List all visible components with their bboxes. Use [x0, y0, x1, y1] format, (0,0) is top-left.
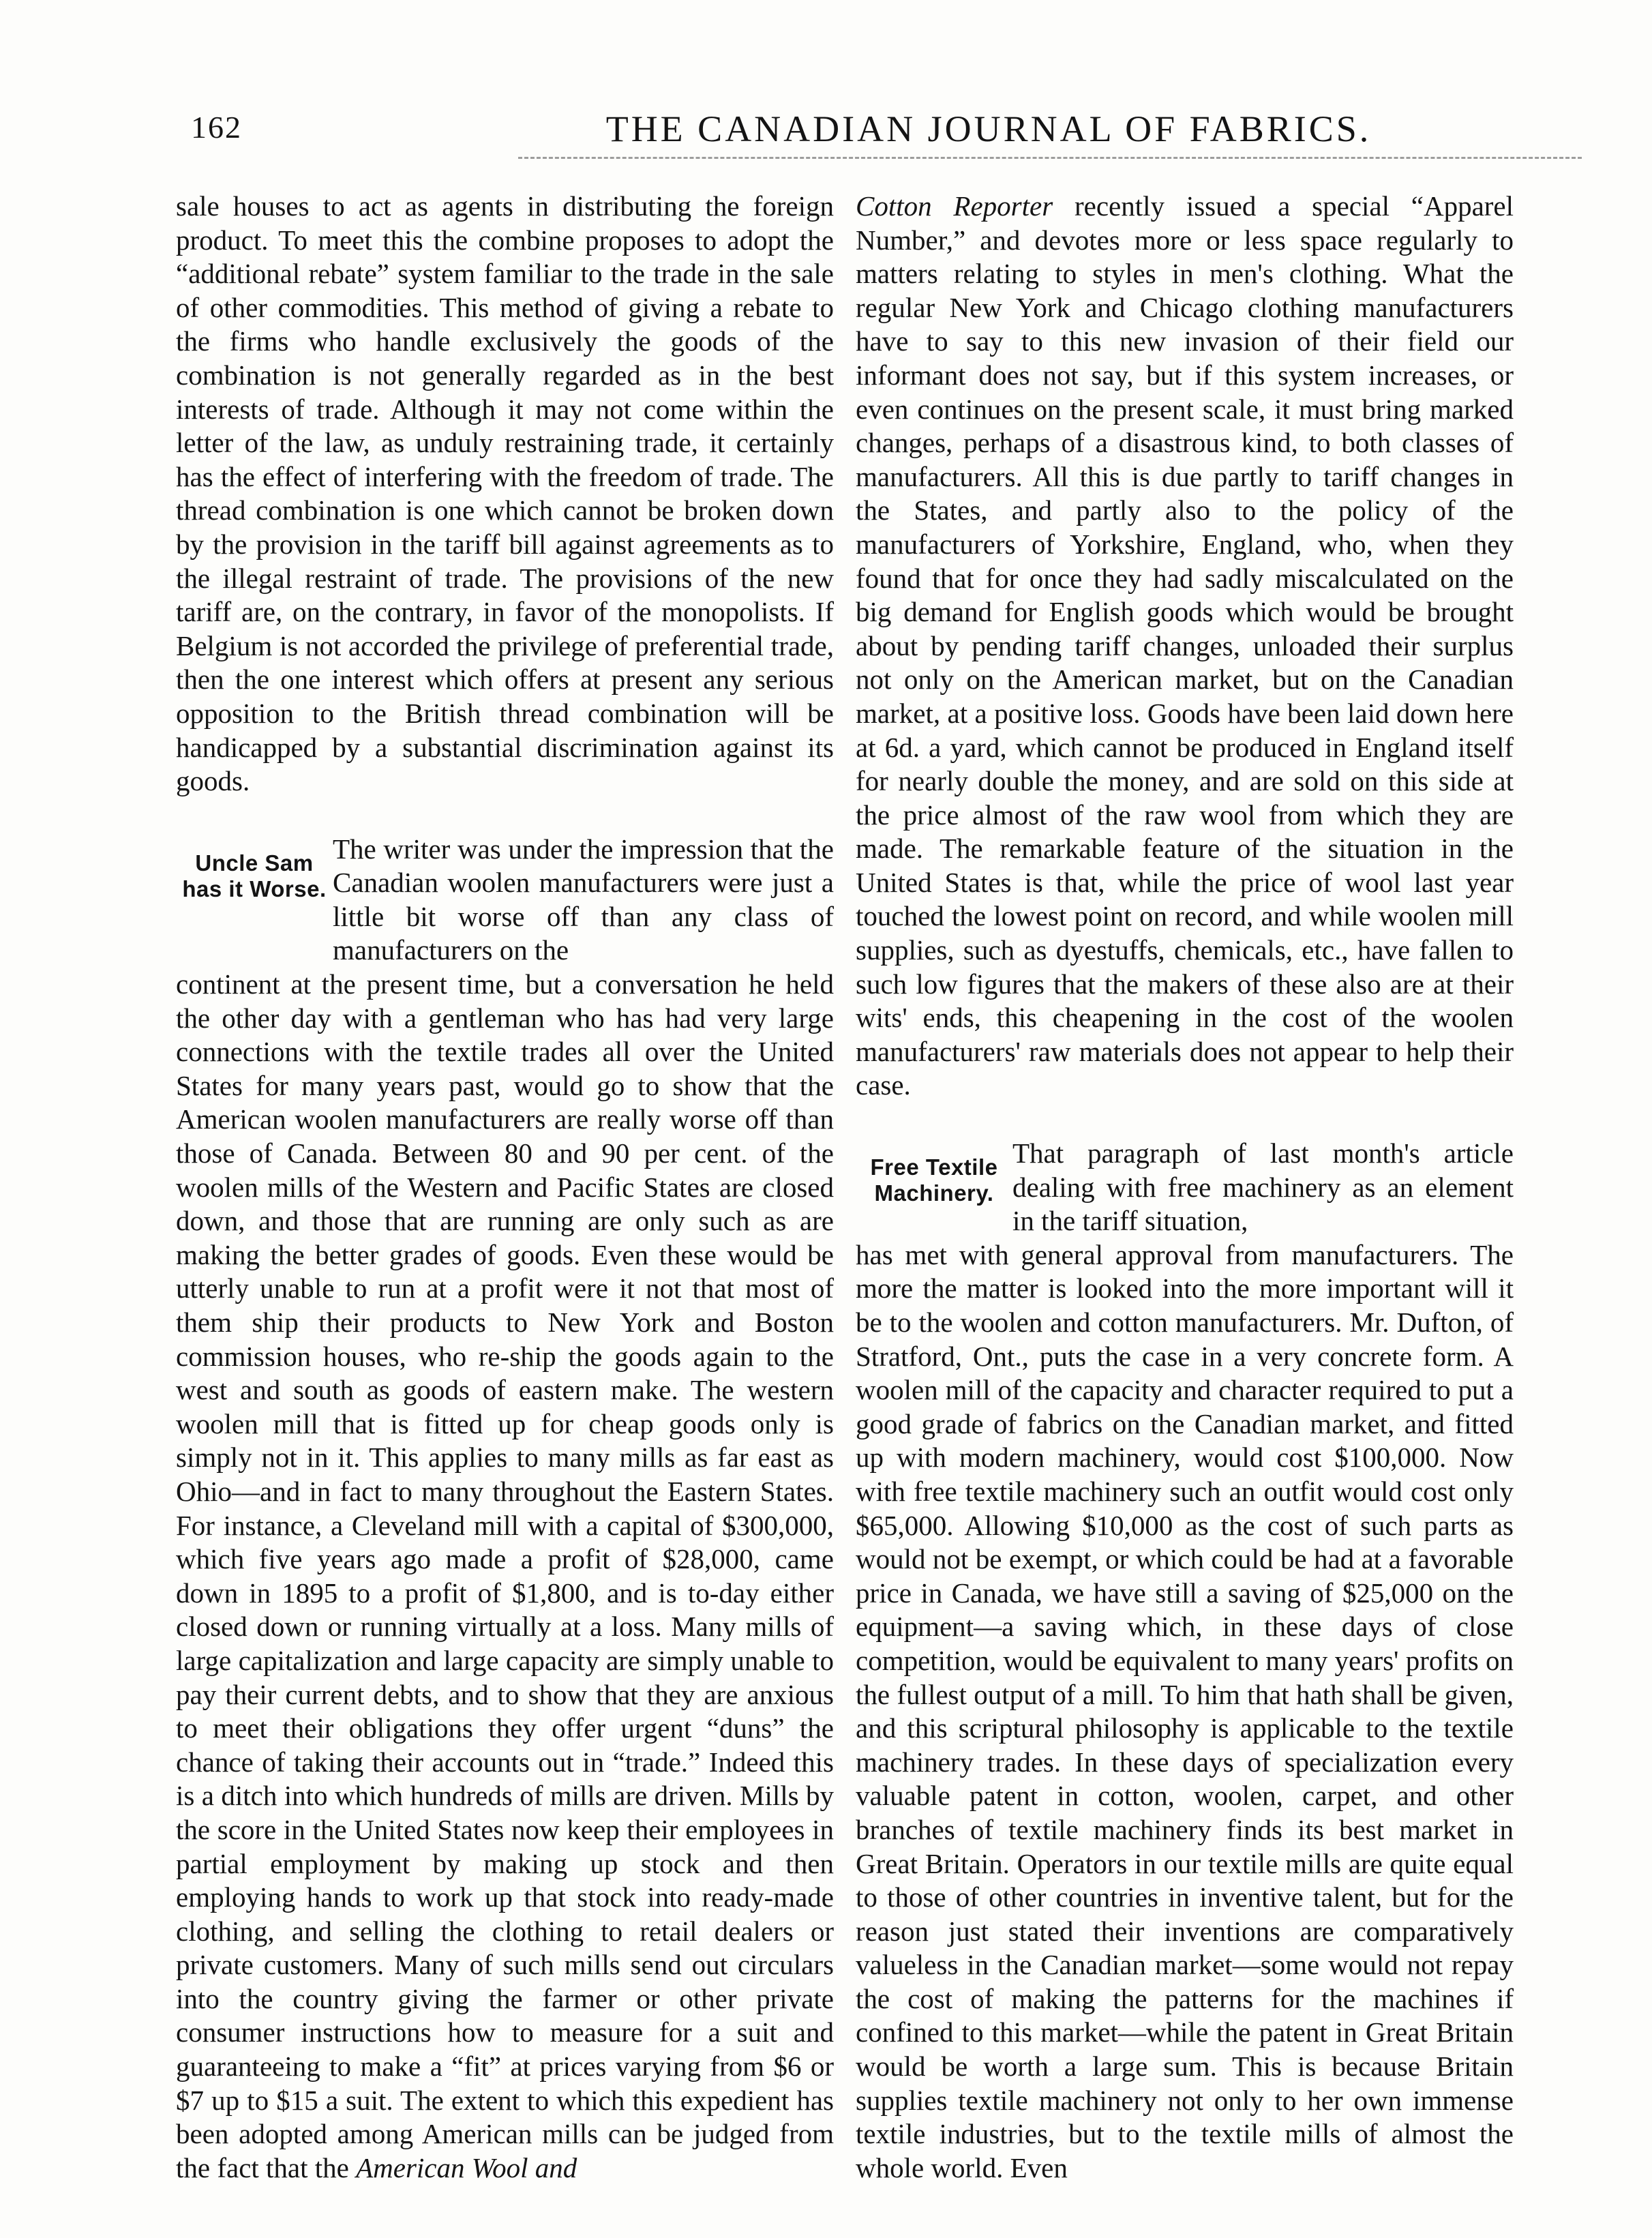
section-uncle-sam: [176, 833, 834, 968]
header-rule: [518, 157, 1582, 159]
uncle-sam-body: [176, 968, 834, 2185]
paragraph-spacer: [176, 799, 834, 833]
publication-name-part: American Wool and: [356, 2151, 577, 2183]
paragraph-spacer: [856, 1103, 1514, 1137]
uncle-sam-body-text: continent at the present time, but a conversation he held the other day with a gentleman who has had very large connections with the textile trades all over the United States for many years past, would go to show that the American woolen manufacturers are really worse off than those of Canada. Between 80 and 90 per cent. of the woolen mills of the Western and Pacific States are closed down, and those that are running are only such as are making the better grades of goods. Even these would be utterly unable to run at a profit were it not that most of them ship their products to New York and Boston commission houses, who re-ship the goods again to the west and south as goods of eastern make. The western woolen mill that is fitted up for cheap goods only is simply not in it. This applies to many mills as far east as Ohio—and in fact to many throughout the Eastern States. For instance, a Cleveland mill with a capital of $300,000, which five years ago made a profit of $28,000, came down in 1895 to a profit of $1,800, and is to-day either closed down or running virtually at a loss. Many mills of large capitalization and large capacity are simply unable to pay their current debts, and to show that they are anxious to meet their obligations they offer urgent “duns” the chance of taking their accounts out in “trade.” Indeed this is a ditch into which hundreds of mills are driven. Mills by the score in the United States now keep their employees in partial employment by making up stock and then employing hands to work up that stock into ready-made clothing, and selling the clothing to retail dealers or private customers. Many of such mills send out circulars into the country giving the farmer or other private consumer instructions how to measure for a suit and guaranteeing to make a “fit” at prices varying from $6 or $7 up to $15 a suit. The extent to which this expedient has been adopted among American mills can be judged from the fact that the: [176, 968, 834, 2183]
section-free-textile-machinery: [856, 1137, 1514, 1238]
left-column: [176, 190, 834, 2208]
page-header: [0, 102, 1652, 157]
reporter-paragraph-text: recently issued a special “Apparel Number,” and devotes more or less space regularly to matters relating to styles in men's clothing. What the regular New York and Chicago clothing manufacturers have to say to this new invasion of their field our informant does not say, but if this system increases, or even continues on the present scale, it must bring marked changes, perhaps of a disastrous kind, to both classes of manufacturers. All this is due partly to tariff changes in the States, and partly also to the policy of the manufacturers of Yorkshire, England, who, when they found that for once they had sadly miscalculated on the big demand for English goods which would be brought about by pending tariff changes, unloaded their surplus not only on the American market, but on the Canadian market, at a positive loss. Goods have been laid down here at 6d. a yard, which cannot be produced in England itself for nearly double the money, and are sold on this side at the price almost of the raw wool from which they are made. The remarkable feature of the situation in the United States is that, while the price of wool last year touched the lowest point on record, and while woolen mill supplies, such as dyestuffs, chemicals, etc., have fallen to such low figures that the makers of these also are at their wits' ends, this cheapening in the cost of the woolen manufacturers' raw materials does not appear to help their case.: [856, 190, 1514, 1101]
sidehead-free-textile-text: That paragraph of last month's article dealing with free machinery as an element in the tariff situation,: [1012, 1137, 1514, 1237]
right-column: [856, 190, 1514, 2208]
reporter-paragraph: [856, 190, 1514, 1103]
sidehead-uncle-sam-text: The writer was under the impression that the Canadian woolen manufacturers were just a little bit worse off than any class of manufacturers on the: [333, 833, 834, 966]
intro-paragraph: sale houses to act as agents in distributing the foreign product. To meet this the combine proposes to adopt the “additional rebate” system familiar to the trade in the sale of other commodities. This method of giving a rebate to the firms who handle exclusively the goods of the combination is not generally regarded as in the best interests of trade. Although it may not come within the letter of the law, as unduly restraining trade, it certainly has the effect of interfering with the freedom of trade. The thread combination is one which cannot be broken down by the provision in the tariff bill against agreements as to the illegal restraint of trade. The provisions of the new tariff are, on the contrary, in favor of the monopolists. If Belgium is not accorded the privilege of preferential trade, then the one interest which offers at present any serious opposition to the British thread combination will be handicapped by a substantial discrimination against its goods.: [176, 190, 834, 797]
journal-title: THE CANADIAN JOURNAL OF FABRICS.: [605, 108, 1372, 149]
publication-name-cont: Cotton Reporter: [856, 190, 1053, 222]
free-textile-body: has met with general approval from manufacturers. The more the matter is looked into the more important will it be to the woolen and cotton manufacturers. Mr. Dufton, of Stratford, Ont., puts the case in a very concrete form. A woolen mill of the capacity and character required to put a good grade of fabrics on the Canadian market, and fitted up with modern machinery, would cost $100,000. Now with free textile machinery such an outfit would cost only $65,000. Allowing $10,000 as the cost of such parts as would not be exempt, or which could be had at a favorable price in Canada, we have still a saving of $25,000 on the equipment—a saving which, in these days of close competition, would be equivalent to many years' profits on the fullest output of a mill. To him that hath shall be given, and this scriptural philosophy is applicable to the textile machinery trades. In these days of specialization every valuable patent in cotton, woolen, carpet, and other branches of textile machinery finds its best market in Great Britain. Operators in our textile mills are quite equal to those of other countries in inventive talent, but for the reason just stated their inventions are comparatively valueless in the Canadian market—some would not repay the cost of making the patterns for the machines if confined to this market—while the patent in Great Britain would be worth a large sum. This is because Britain supplies textile machinery not only to her own immense textile industries, but to the textile mills of almost the whole world. Even: [856, 1238, 1514, 2183]
sidehead-free-textile-machinery: Free Textile Machinery.: [870, 1154, 998, 1206]
page-number: 162: [191, 110, 242, 145]
sidehead-uncle-sam: Uncle Sam has it Worse.: [182, 850, 327, 901]
